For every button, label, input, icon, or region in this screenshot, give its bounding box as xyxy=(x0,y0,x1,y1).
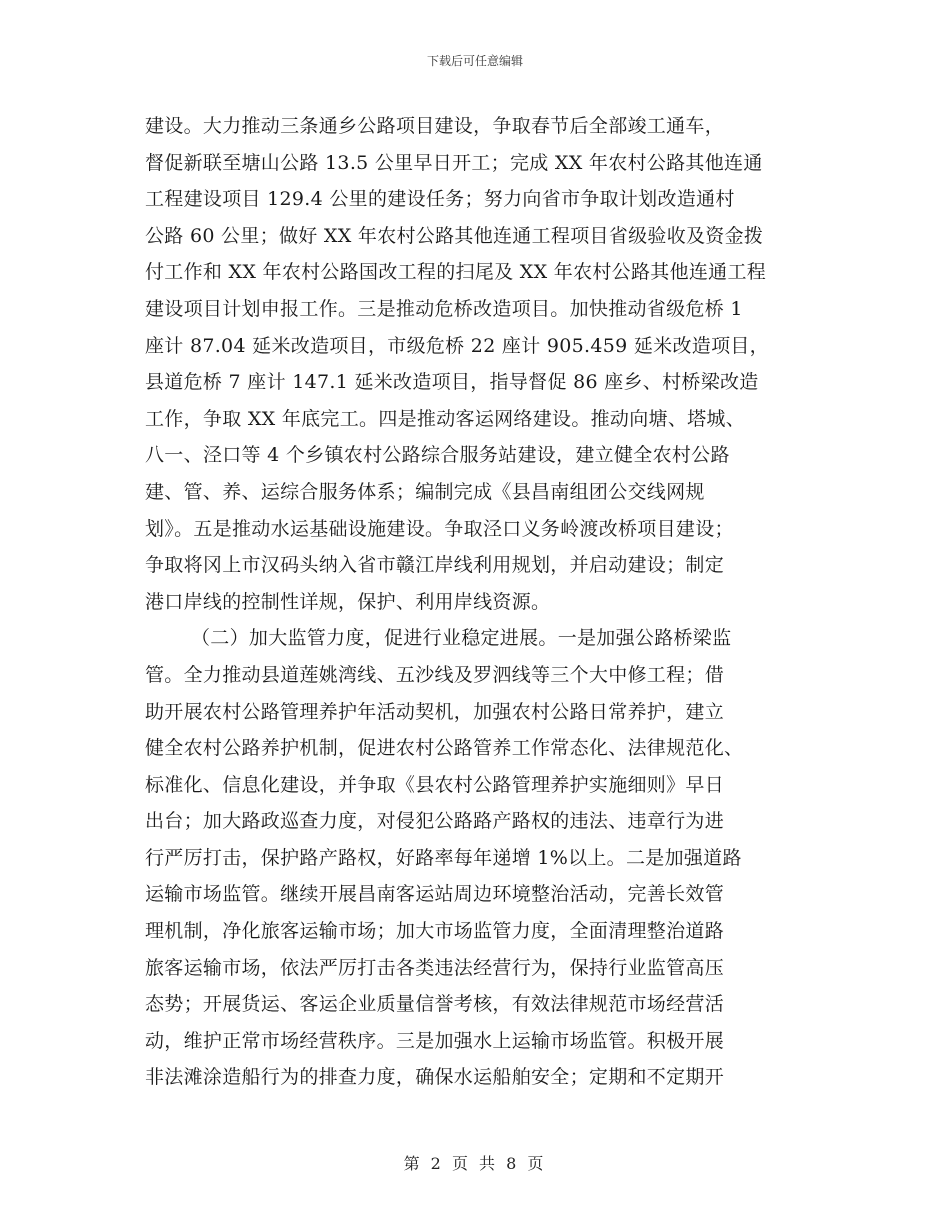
text-line: 行严厉打击，保护路产路权，好路率每年递增 1%以上。二是加强道路 xyxy=(145,846,742,869)
text-line: 督促新联至塘山公路 13.5 公里早日开工；完成 XX 年农村公路其他连通 xyxy=(145,151,763,174)
text-line: 工程建设项目 129.4 公里的建设任务；努力向省市争取计划改造通村 xyxy=(145,188,735,211)
text-line: 非法滩涂造船行为的排查力度，确保水运船舶安全；定期和不定期开 xyxy=(145,1066,725,1089)
text-line: 管。全力推动县道莲姚湾线、五沙线及罗泗线等三个大中修工程；借 xyxy=(145,663,725,686)
text-line: 理机制，净化旅客运输市场；加大市场监管力度，全面清理整治道路 xyxy=(145,920,725,943)
document-body xyxy=(145,108,813,1096)
text-line: 建设项目计划申报工作。三是推动危桥改造项目。加快推动省级危桥 1 xyxy=(145,297,743,320)
text-line: 八一、泾口等 4 个乡镇农村公路综合服务站建设，建立健全农村公路 xyxy=(145,444,730,467)
text-line: 建设。大力推动三条通乡公路项目建设，争取春节后全部竣工通车， xyxy=(145,115,725,137)
page-header: 下载后可任意编辑 xyxy=(426,54,523,68)
text-line: 争取将冈上市汉码头纳入省市赣江岸线利用规划，并启动建设；制定 xyxy=(145,554,725,577)
text-line: 助开展农村公路管理养护年活动契机，加强农村公路日常养护，建立 xyxy=(145,700,725,723)
text-line: 工作，争取 XX 年底完工。四是推动客运网络建设。推动向塘、塔城、 xyxy=(145,407,746,430)
text-line: 县道危桥 7 座计 147.1 延米改造项目，指导督促 86 座乡、村桥梁改造 xyxy=(145,371,759,394)
section-heading-line: （二）加大监管力度，促进行业稳定进展。一是加强公路桥梁监 xyxy=(191,627,732,650)
text-line: 建、管、养、运综合服务体系；编制完成《县昌南组团公交线网规 xyxy=(145,480,705,503)
text-line: 标准化、信息化建设，并争取《县农村公路管理养护实施细则》早日 xyxy=(145,773,725,796)
text-line: 出台；加大路政巡查力度，对侵犯公路路产路权的违法、违章行为进 xyxy=(145,810,725,833)
text-line: 健全农村公路养护机制，促进农村公路管养工作常态化、法律规范化、 xyxy=(145,737,744,760)
text-line: 座计 87.04 延米改造项目，市级危桥 22 座计 905.459 延米改造项目， xyxy=(145,334,769,357)
text-line: 态势；开展货运、客运企业质量信誉考核，有效法律规范市场经营活 xyxy=(145,993,725,1016)
text-line: 划》。五是推动水运基础设施建设。争取泾口义务岭渡改桥项目建设； xyxy=(145,517,734,540)
page-number: 第 2 页 共 8 页 xyxy=(403,1154,547,1173)
text-line: 动，维护正常市场经营秩序。三是加强水上运输市场监管。积极开展 xyxy=(145,1029,725,1052)
text-line: 港口岸线的控制性详规，保护、利用岸线资源。 xyxy=(145,590,551,613)
text-line: 运输市场监管。继续开展昌南客运站周边环境整治活动，完善长效管 xyxy=(145,883,725,906)
text-line: 付工作和 XX 年农村公路国改工程的扫尾及 XX 年农村公路其他连通工程 xyxy=(145,261,767,284)
text-line: 旅客运输市场，依法严厉打击各类违法经营行为，保持行业监管高压 xyxy=(145,956,725,979)
text-line: 公路 60 公里；做好 XX 年农村公路其他连通工程项目省级验收及资金拨 xyxy=(145,224,764,247)
